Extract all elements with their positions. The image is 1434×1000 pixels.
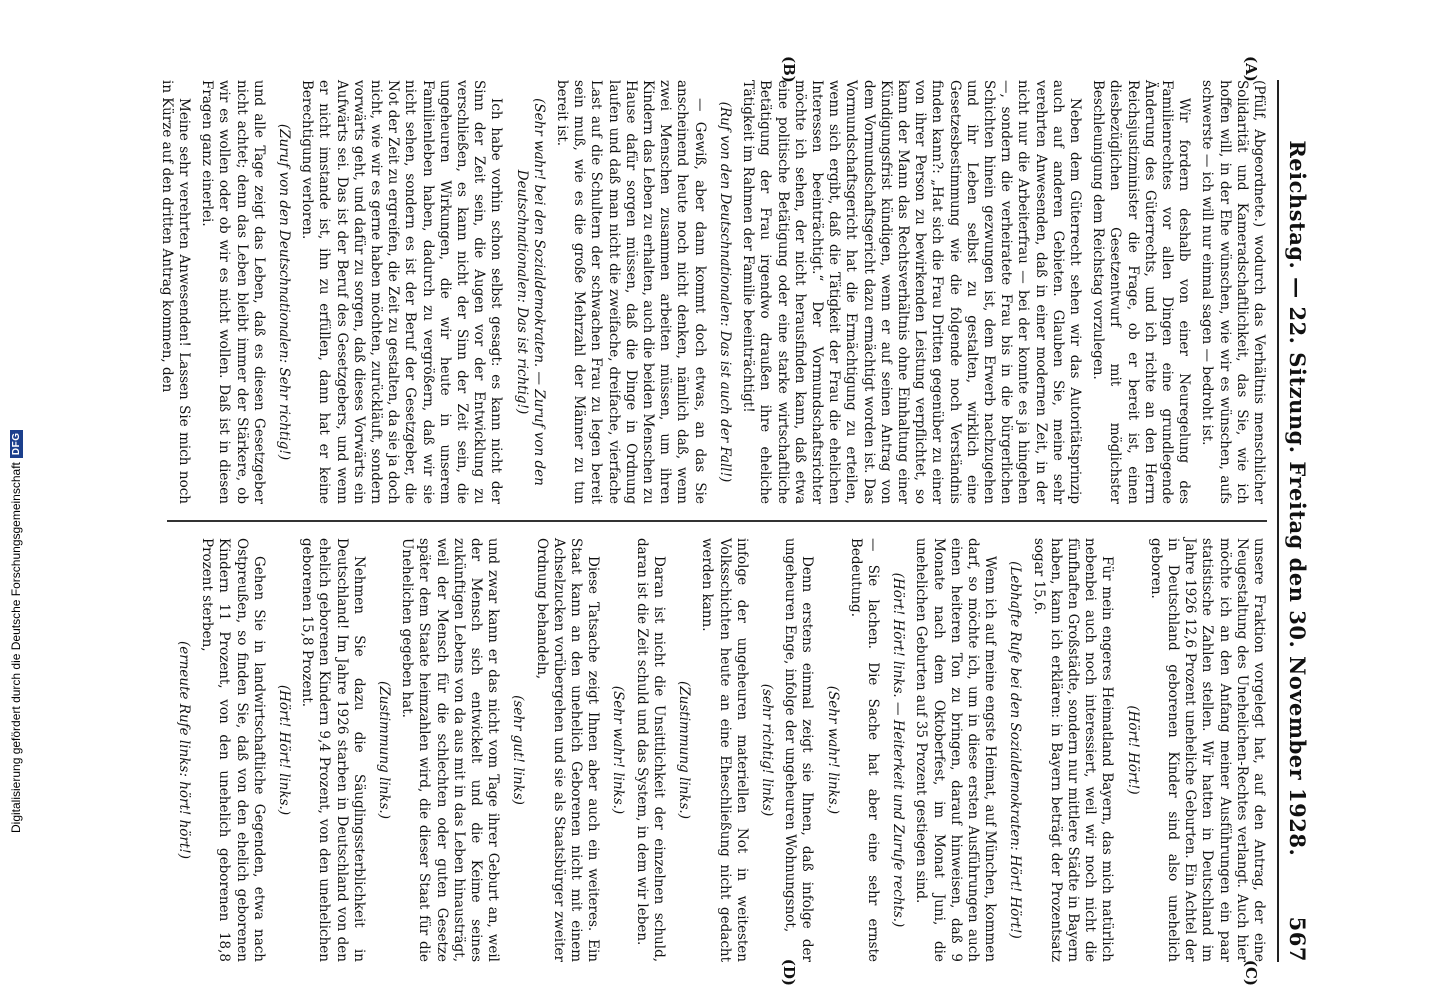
margin-mark-b: (B) (780, 56, 798, 83)
paragraph: Wir fordern deshalb von einer Neuregelung des Familienrechtes vor allen Dingen eine grundlegende Änderung des Güterrechts, und ich richte an den Herrn Reichsjustizminister die Frage, ob er bereit ist, einen diesbezüglichen Gesetzentwurf mit möglichster Beschleunigung dem Reichstag vorzulegen. (1090, 80, 1193, 504)
interjection: (Sehr wahr! links.) (610, 685, 627, 815)
paragraph: — Gewiß, aber dann kommt doch etwas, an das Sie anscheinend heute noch nicht denken, nämlich daß, wenn zwei Menschen zusammen arbeiten müssen, um ihren Kindern das Leben zu erhalten, auch die beiden Menschen zu Hause dafür sorgen müssen, daß die Dinge in Ordnung laufen und daß man nicht die zweifache, dreifache, vierfache Last auf die Schultern der schwachen Frau zu legen bereit sein muß, wie es die große Mehrzahl der Männer zu tun bereit ist. (554, 80, 708, 504)
paragraph: Diese Tatsache zeigt Ihnen aber auch ein weiteres. Ein Staat kann an den unehelich Geborenen nicht mit einem Achselzucken vorübergehen und sie als Staatsbürger zweiter Ordnung behandeln, (533, 538, 602, 962)
interjection: (Sehr wahr! links.) (824, 685, 841, 815)
paragraph: (Pfülf, Abgeordnete.) wodurch das Verhältnis menschlicher Solidarität und Kameradschaftlichkeit, das Sie, wie ich hoffen will, in der Ehe wünschen, wie wir es wünschen, aufs schwerste — ich will nur einmal sagen — bedroht ist. (1199, 80, 1267, 504)
running-header: Reichstag. — 22. Sitzung. Freitag den 30. November 1928. (1285, 140, 1310, 857)
column-divider (167, 520, 1267, 522)
paragraph: und zwar kann er das nicht vom Tage ihrer Geburt an, weil der Mensch sich entwickelt und die Keime seines zukünftigen Lebens von da aus mit in das Leben hinausträgt, weil der Mensch für die schlechten oder guten Gesetze später dem Staate heimzahlen wird, die dieser Staat für die Unehelichen gegeben hat. (399, 538, 502, 962)
interjection: (Sehr wahr! bei den Sozialdemokraten. — Zuruf von den Deutschnationalen: Das ist richtig!) (513, 98, 547, 486)
interjection: (Ruf von den Deutschnationalen: Das ist auch der Fall!) (716, 101, 733, 483)
interjection: (erneute Rufe links: hört! hört!) (176, 640, 193, 860)
paragraph: Neben dem Güterrecht sehen wir das Autoritätsprinzip auch auf anderen Gebieten. Glauben Sie, meine sehr verehrten Anwesenden, daß in einer modernen Zeit, in der nicht nur die Arbeiterfrau — bei der konnte es ja hingehen —, sondern die verheiratete Frau bis in die bürgerlichen Schichten hinein gezwungen ist, dem Erwerb nachzugehen und ihr Leben selbst zu gestalten, wirklich eine Gesetzesbestimmung wie die folgende noch Verständnis finden kann?: „Hat sich die Frau Dritten gegenüber zu einer von ihrer Person zu bewirkenden Leistung verpflichtet, so kann der Mann das Rechtsverhältnis ohne Einhaltung einer Kündigungsfrist kündigen, wenn er auf seinen Antrag von dem Vormundschaftsgericht dazu ermächtigt worden ist. Das Vormundschaftsgericht hat die Ermächtigung zu erteilen, wenn sich ergibt, daß die Tätigkeit der Frau die ehelichen Interessen beeinträchtigt.“ Der Vormundschaftsrichter möchte ich sehen, der nicht herausfinden kann, daß etwa eine politische Betätigung oder eine starke wirtschaftliche Betätigung der Frau irgendwo draußen ihre eheliche Tätigkeit im Rahmen der Familie beeinträchtigt! (740, 80, 1083, 504)
paragraph: Daran ist nicht die Unsittlichkeit der einzelnen schuld, daran ist die Zeit schuld und das System, in dem wir leben. (633, 538, 667, 962)
interjection: (Hört! Hört!) (1124, 705, 1141, 795)
dfg-logo-icon: DFG (10, 430, 23, 459)
page-number: 567 (1285, 916, 1310, 962)
margin-mark-c: (C) (1242, 959, 1260, 986)
paragraph: Für mein engeres Heimatland Bayern, das mich natürlich nebenbei auch noch interessiert, weil wir noch nicht die fünfhaften Großstädte, sondern nur mittlere Städte in Bayern haben, kann ich erklären: in Bayern beträgt der Prozentsatz sogar 15,6. (1030, 538, 1116, 962)
left-column (158, 56, 1267, 504)
footer-credit-text: Digitalisierung gefördert durch die Deutsche Forschungsgemeinschaft (9, 462, 23, 833)
margin-mark-a: (A) (1242, 56, 1260, 82)
interjection: (sehr gut! links) (510, 695, 527, 805)
paragraph: Gehen Sie in landwirtschaftliche Gegenden, etwa nach Ostpreußen, so finden Sie, daß von den ehelich geborenen Kindern 11 Prozent, von den unehelich geborenen 18,8 Prozent sterben, (199, 538, 267, 962)
rotated-document-page (122, 56, 1322, 986)
margin-mark-d: (D) (780, 958, 798, 986)
interjection: (sehr richtig! links) (758, 683, 775, 817)
interjection: (Zustimmung links.) (676, 681, 693, 819)
interjection: (Zuruf von den Deutschnationalen: Sehr richtig!) (276, 123, 293, 461)
paragraph: Denn erstens einmal zeigt sie Ihnen, daß infolge der ungeheuren Enge, infolge der ungeheuren Wohnungsnot, (782, 538, 816, 962)
paragraph: — Sie lachen. Die Sache hat aber eine sehr ernste Bedeutung. (847, 538, 881, 962)
paragraph: Meine sehr verehrten Anwesenden! Lassen Sie mich noch in Kürze auf den dritten Antrag kommen, den (158, 80, 193, 504)
right-column (167, 538, 1267, 986)
digitization-footer (6, 0, 24, 1000)
interjection: (Zustimmung links.) (376, 681, 393, 819)
paragraph: unsere Fraktion vorgelegt hat, auf den Antrag, der eine Neugestaltung des Unehelichen-Rechtes verlangt. Auch hier möchte ich an den Anfang meiner Ausführungen ein paar statistische Zahlen stellen. Wir hatten in Deutschland im Jahre 1926 12,6 Prozent uneheliche Geburten. Ein Achtel der in Deutschland geborenen Kinder sind also unehelich geboren. (1147, 538, 1267, 962)
interjection: (Hört! Hört! links. — Heiterkeit und Zurufe rechts.) (890, 572, 907, 928)
paragraph: Nehmen Sie dazu die Säuglingssterblichkeit in Deutschland! Im Jahre 1926 starben in Deutschland von den ehelich geborenen Kindern 9,4 Prozent, von den unehelichen geborenen 15,8 Prozent. (299, 538, 367, 962)
paragraph: und alle Tage zeigt das Leben, daß es diesen Gesetzgeber nicht achtet; denn das Leben bleibt immer der Stärkere, ob wir es wollen oder ob wir es nicht wollen. Daß ist in diesen Fragen ganz einerlei. (199, 80, 267, 504)
interjection: (Lebhafte Rufe bei den Sozialdemokraten: Hört! Hört!) (1007, 561, 1024, 939)
page-header (1277, 80, 1310, 962)
paragraph: infolge der ungeheuren materiellen Not in weitesten Volksschichten heute an eine Eheschließung nicht gedacht werden kann. (699, 538, 750, 962)
interjection: (Hört! Hört! links.) (276, 684, 293, 816)
paragraph: Wenn ich auf meine engste Heimat, auf München, kommen darf, so möchte ich, um in diese ersten Ausführungen auch einen heiteren Ton zu bringen, darauf hinweisen, daß 9 Monate nach dem Oktoberfest, im Monat Juni, die unehelichen Geburten auf 35 Prozent gestiegen sind. (913, 538, 999, 962)
paragraph: Ich habe vorhin schon selbst gesagt: es kann nicht der Sinn der Zeit sein, die Augen vor der Entwicklung zu verschließen, es kann nicht der Sinn der Zeit sein, die ungeheuren Wirkungen, die wir heute in unserem Familienleben haben, dadurch zu vergrößern, daß wir sie nicht sehen, sondern es ist der Beruf der Gesetzgeber, die Not der Zeit zu ergreifen, die Zeit zu gestalten, da sie ja doch nicht, wie wir es gerne haben möchten, zurückläuft, sondern vorwärts geht, und dafür zu sorgen, daß dieses Vorwärts ein Aufwärts sei. Das ist der Beruf des Gesetzgebers, und wenn er nicht imstande ist, ihn zu erfüllen, dann hat er keine Berechtigung verloren. (299, 80, 505, 504)
two-column-body (158, 56, 1267, 986)
